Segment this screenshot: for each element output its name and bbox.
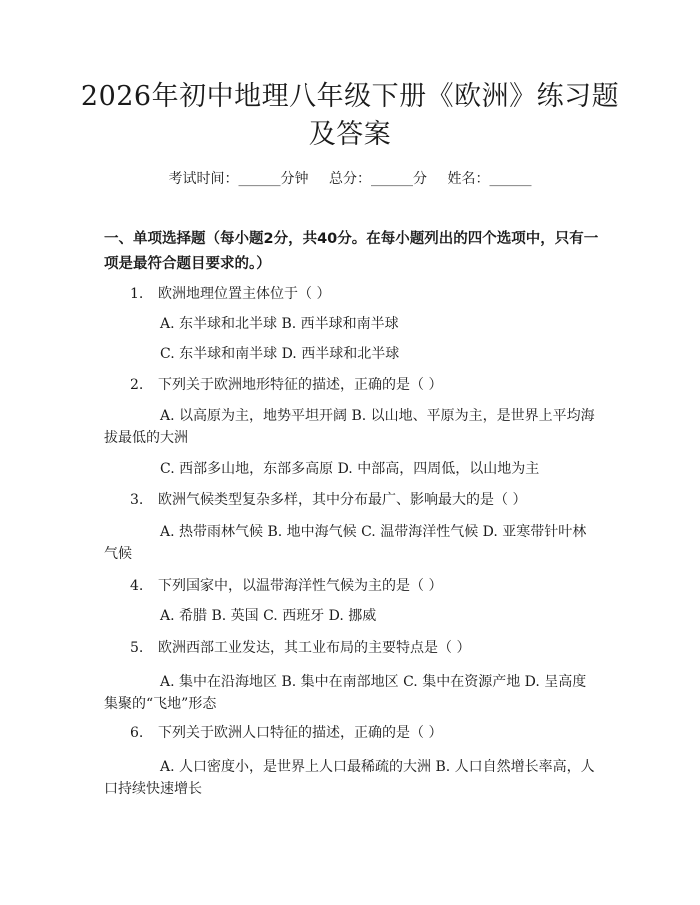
question-text: 下列关于欧洲地形特征的描述，正确的是（ ）	[158, 377, 443, 393]
question-3	[130, 489, 610, 511]
question-number: 1.	[130, 286, 144, 302]
question-2-options-2: C. 西部多山地，东部多高原 D. 中部高，四周低，以山地为主	[160, 461, 540, 477]
question-5	[130, 637, 610, 659]
question-text: 下列国家中，以温带海洋性气候为主的是（ ）	[158, 578, 443, 594]
question-6-options-1: A. 人口密度小，是世界上人口最稀疏的大洲 B. 人口自然增长率高，人口持续快速增长	[104, 759, 595, 797]
question-2-options-1: A. 以高原为主，地势平坦开阔 B. 以山地、平原为主，是世界上平均海拔最低的大洲	[104, 408, 595, 446]
section-heading: 一、单项选择题（每小题2分，共40分。在每小题列出的四个选项中，只有一项是最符合题目要求的。）	[104, 231, 599, 272]
question-4-options-1: A. 希腊 B. 英国 C. 西班牙 D. 挪威	[160, 608, 377, 624]
total-score: 总分：______分	[329, 171, 427, 187]
question-number: 2.	[130, 377, 144, 393]
question-number: 3.	[130, 492, 144, 508]
question-4	[130, 575, 610, 597]
student-name: 姓名：______	[447, 171, 532, 187]
question-6	[130, 722, 610, 744]
question-1-options-1: A. 东半球和北半球 B. 西半球和南半球	[160, 316, 399, 332]
question-text: 欧洲气候类型复杂多样，其中分布最广、影响最大的是（ ）	[158, 492, 527, 508]
question-text: 欧洲地理位置主体位于（ ）	[158, 286, 331, 302]
title-line-1: 2026年初中地理八年级下册《欧洲》练习题	[80, 81, 620, 112]
question-1	[130, 283, 610, 305]
question-text: 欧洲西部工业发达，其工业布局的主要特点是（ ）	[158, 640, 471, 656]
question-number: 5.	[130, 640, 144, 656]
question-number: 6.	[130, 725, 144, 741]
question-3-options-1: A. 热带雨林气候 B. 地中海气候 C. 温带海洋性气候 D. 亚寒带针叶林气候	[104, 524, 587, 562]
question-number: 4.	[130, 578, 144, 594]
exam-time: 考试时间：______分钟	[168, 171, 309, 187]
exam-title	[60, 78, 640, 154]
exam-meta	[0, 168, 700, 188]
question-text: 下列关于欧洲人口特征的描述，正确的是（ ）	[158, 725, 443, 741]
question-2	[130, 374, 610, 396]
question-5-options-1: A. 集中在沿海地区 B. 集中在南部地区 C. 集中在资源产地 D. 呈高度集聚的“飞地”形态	[104, 674, 587, 712]
question-1-options-2: C. 东半球和南半球 D. 西半球和北半球	[160, 346, 400, 362]
title-line-2: 及答案	[308, 119, 392, 150]
